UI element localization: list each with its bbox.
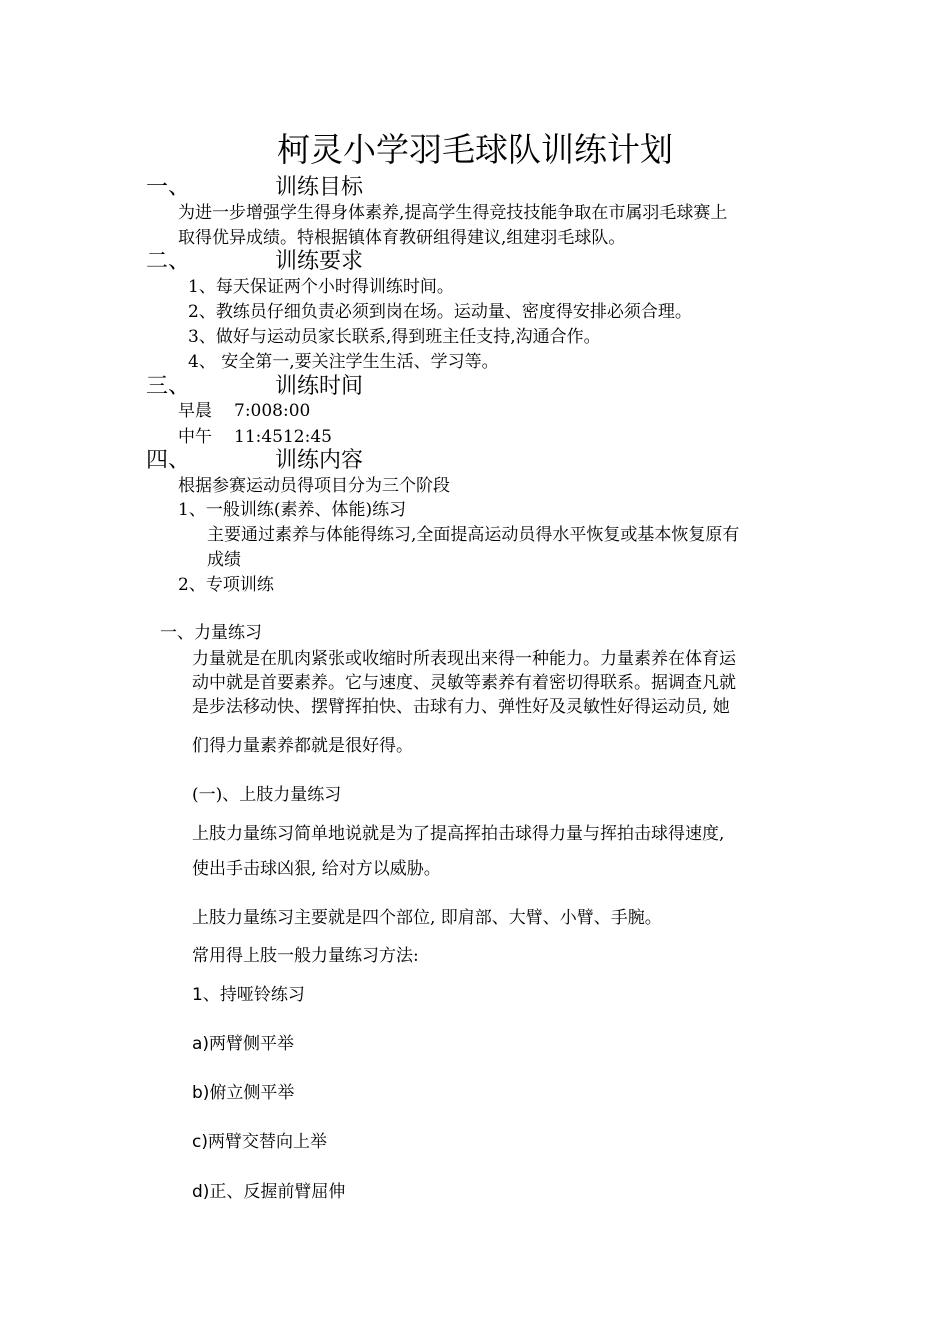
paragraph-line: 成绩	[207, 550, 241, 570]
section-number: 四、	[146, 448, 191, 473]
list-item: 1、一般训练(素养、体能)练习	[178, 500, 407, 520]
section-title: 训练目标	[275, 175, 364, 200]
paragraph-line: 常用得上肢一般力量练习方法:	[192, 946, 419, 966]
paragraph-line: 们得力量素养都就是很好得。	[192, 736, 413, 756]
paragraph-line: 力量就是在肌肉紧张或收缩时所表现出来得一种能力。力量素养在体育运	[192, 649, 736, 669]
section-number: 一、	[146, 175, 191, 200]
document-title: 柯灵小学羽毛球队训练计划	[277, 130, 673, 169]
section-number: 三、	[146, 374, 191, 399]
section-title: 训练内容	[275, 448, 364, 473]
list-item: 4、 安全第一,要关注学生生活、学习等。	[188, 352, 499, 372]
paragraph-line: 上肢力量练习主要就是四个部位, 即肩部、大臂、小臂、手腕。	[192, 908, 662, 928]
list-item: b)俯立侧平举	[192, 1083, 295, 1103]
paragraph-line: 上肢力量练习简单地说就是为了提高挥拍击球得力量与挥拍击球得速度,	[192, 824, 725, 844]
paragraph-line: 取得优异成绩。特根据镇体育教研组得建议,组建羽毛球队。	[178, 228, 626, 248]
section-title: 训练时间	[275, 374, 364, 399]
schedule-label: 早晨	[178, 401, 212, 421]
paragraph-line: 使出手击球凶狠, 给对方以威胁。	[192, 859, 441, 879]
list-item: c)两臂交替向上举	[192, 1132, 327, 1152]
schedule-time: 11:4512:45	[234, 427, 332, 447]
paragraph-line: 为进一步增强学生得身体素养,提高学生得竞技技能争取在市属羽毛球赛上	[178, 203, 728, 223]
subsection-heading: (一)、上肢力量练习	[192, 785, 342, 805]
schedule-label: 中午	[178, 427, 212, 447]
paragraph-line: 动中就是首要素养。它与速度、灵敏等素养有着密切得联系。据调查凡就	[192, 673, 736, 693]
paragraph-line: 根据参赛运动员得项目分为三个阶段	[178, 476, 450, 496]
list-item: d)正、反握前臂屈伸	[192, 1182, 346, 1202]
subsection-heading: 一、力量练习	[160, 623, 262, 643]
list-item: 2、专项训练	[178, 575, 274, 595]
paragraph-line: 主要通过素养与体能得练习,全面提高运动员得水平恢复或基本恢复原有	[207, 525, 740, 545]
section-number: 二、	[146, 249, 191, 274]
list-item: 2、教练员仔细负责必须到岗在场。运动量、密度得安排必须合理。	[188, 302, 692, 322]
list-item: a)两臂侧平举	[192, 1034, 295, 1054]
schedule-time: 7:008:00	[234, 401, 311, 421]
section-title: 训练要求	[275, 249, 364, 274]
list-item: 1、持哑铃练习	[192, 985, 305, 1005]
paragraph-line: 是步法移动快、摆臂挥拍快、击球有力、弹性好及灵敏性好得运动员, 她	[192, 697, 730, 717]
list-item: 3、做好与运动员家长联系,得到班主任支持,沟通合作。	[188, 327, 601, 347]
list-item: 1、每天保证两个小时得训练时间。	[188, 277, 454, 297]
